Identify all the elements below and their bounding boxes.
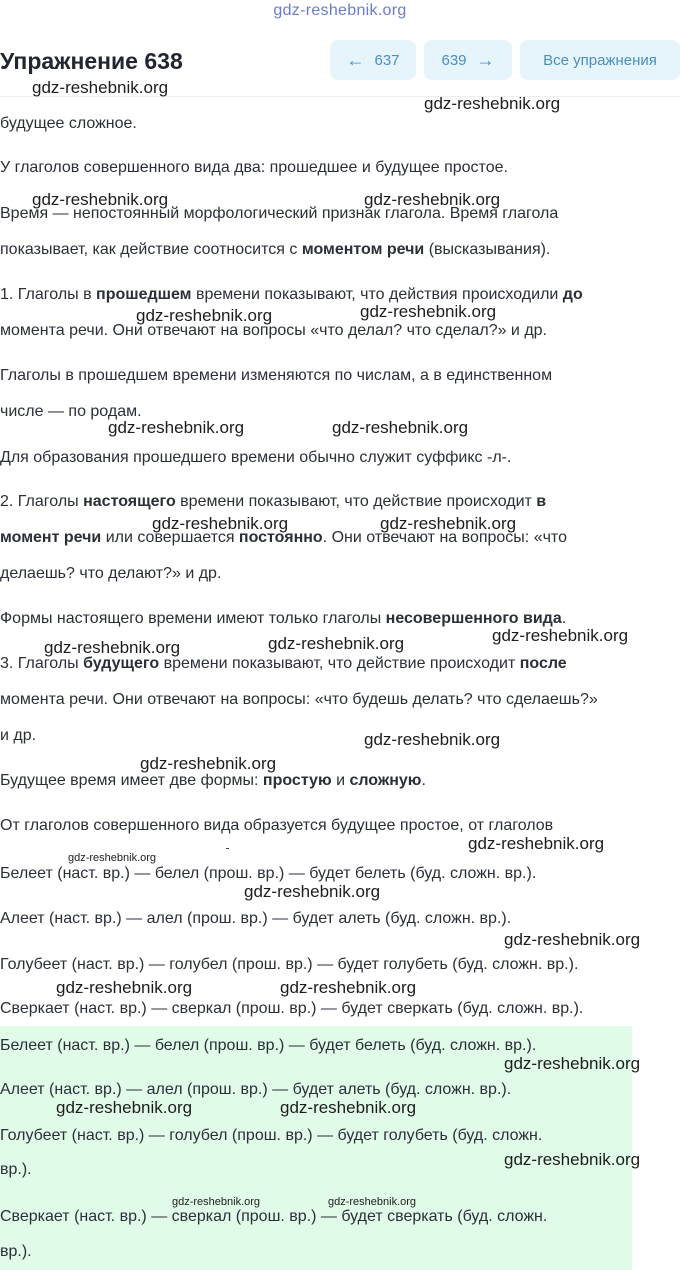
next-exercise-button[interactable] (424, 40, 512, 80)
watermark: gdz-reshebnik.org (244, 882, 381, 901)
top-watermark: gdz-reshebnik.org (273, 2, 407, 19)
watermark: gdz-reshebnik.org (280, 1098, 417, 1117)
theory-line: показывает, как действие соотносится с моментом речи (высказывания). (0, 241, 551, 258)
watermark: gdz-reshebnik.org (172, 1196, 261, 1208)
example-line: Сверкает (наст. вр.) — сверкал (прош. вр.) — будет сверкать (буд. сложн. вр.). (0, 1000, 584, 1017)
watermark: gdz-reshebnik.org (108, 418, 245, 437)
watermark: gdz-reshebnik.org (504, 930, 641, 949)
example-line: Алеет (наст. вр.) — алел (прош. вр.) — будет алеть (буд. сложн. вр.). (0, 910, 512, 927)
watermark: gdz-reshebnik.org (364, 730, 501, 749)
answer-line: Белеет (наст. вр.) — белел (прош. вр.) — будет белеть (буд. сложн. вр.). (0, 1037, 537, 1054)
theory-line: момента речи. Они отвечают на вопросы: «что будешь делать? что сделаешь?» (0, 691, 598, 708)
theory-line: будущее сложное. (0, 115, 137, 132)
watermark: gdz-reshebnik.org (68, 852, 157, 864)
theory-line: делаешь? что делают?» и др. (0, 565, 222, 582)
theory-line: Глаголы в прошедшем времени изменяются по числам, а в единственном (0, 367, 553, 384)
watermark: gdz-reshebnik.org (504, 1150, 641, 1169)
stray-mark (226, 848, 229, 849)
watermark: gdz-reshebnik.org (492, 626, 629, 645)
all-exercises-button[interactable] (520, 40, 680, 80)
theory-line: 2. Глаголы настоящего времени показывают, что действие происходит в (0, 493, 547, 510)
watermark: gdz-reshebnik.org (32, 78, 169, 97)
theory-line: Формы настоящего времени имеют только глаголы несовершенного вида. (0, 610, 567, 627)
theory-line: момента речи. Они отвечают на вопросы «что делал? что сделал?» и др. (0, 322, 547, 339)
watermark: gdz-reshebnik.org (424, 94, 561, 113)
theory-line: и др. (0, 727, 37, 744)
arrow-left-icon: ← (346, 49, 365, 70)
watermark: gdz-reshebnik.org (56, 978, 193, 997)
prev-exercise-button[interactable] (330, 40, 416, 80)
watermark: gdz-reshebnik.org (504, 1054, 641, 1073)
watermark: gdz-reshebnik.org (136, 306, 273, 325)
answer-line: вр.). (0, 1243, 32, 1260)
watermark: gdz-reshebnik.org (360, 302, 497, 321)
arrow-right-icon: → (476, 49, 495, 70)
watermark: gdz-reshebnik.org (280, 978, 417, 997)
theory-line: У глаголов совершенного вида два: прошедшее и будущее простое. (0, 159, 508, 176)
watermark: gdz-reshebnik.org (44, 638, 181, 657)
watermark: gdz-reshebnik.org (468, 834, 605, 853)
theory-line: числе — по родам. (0, 403, 142, 420)
watermark: gdz-reshebnik.org (56, 1098, 193, 1117)
watermark: gdz-reshebnik.org (364, 190, 501, 209)
theory-line: Время — непостоянный морфологический признак глагола. Время глагола (0, 205, 559, 222)
answer-line: Алеет (наст. вр.) — алел (прош. вр.) — будет алеть (буд. сложн. вр.). (0, 1081, 512, 1098)
example-line: Голубеет (наст. вр.) — голубел (прош. вр.) — будет голубеть (буд. сложн. вр.). (0, 956, 579, 973)
prev-exercise-label: 637 (374, 51, 400, 69)
theory-line: 3. Глаголы будущего времени показывают, что действие происходит после (0, 655, 567, 672)
theory-line: 1. Глаголы в прошедшем времени показывают, что действия происходили до (0, 286, 583, 303)
watermark: gdz-reshebnik.org (332, 418, 469, 437)
watermark: gdz-reshebnik.org (268, 634, 405, 653)
theory-line: От глаголов совершенного вида образуется будущее простое, от глаголов (0, 817, 554, 834)
theory-line: Будущее время имеет две формы: простую и сложную. (0, 772, 426, 789)
watermark: gdz-reshebnik.org (32, 190, 169, 209)
watermark: gdz-reshebnik.org (140, 754, 277, 773)
example-line: Белеет (наст. вр.) — белел (прош. вр.) — будет белеть (буд. сложн. вр.). (0, 865, 537, 882)
answer-line: вр.). (0, 1161, 32, 1178)
theory-line: Для образования прошедшего времени обычно служит суффикс -л-. (0, 449, 512, 466)
watermark: gdz-reshebnik.org (380, 514, 517, 533)
all-exercises-label: Все упражнения (543, 51, 657, 69)
theory-line: момент речи или совершается постоянно. Они отвечают на вопросы: «что (0, 529, 567, 546)
page-title: Упражнение 638 (0, 48, 183, 74)
answer-line: Сверкает (наст. вр.) — сверкал (прош. вр.) — будет сверкать (буд. сложн. (0, 1208, 548, 1225)
answer-line: Голубеет (наст. вр.) — голубел (прош. вр.) — будет голубеть (буд. сложн. (0, 1127, 543, 1144)
watermark: gdz-reshebnik.org (328, 1196, 417, 1208)
watermark: gdz-reshebnik.org (152, 514, 289, 533)
next-exercise-label: 639 (441, 51, 467, 69)
